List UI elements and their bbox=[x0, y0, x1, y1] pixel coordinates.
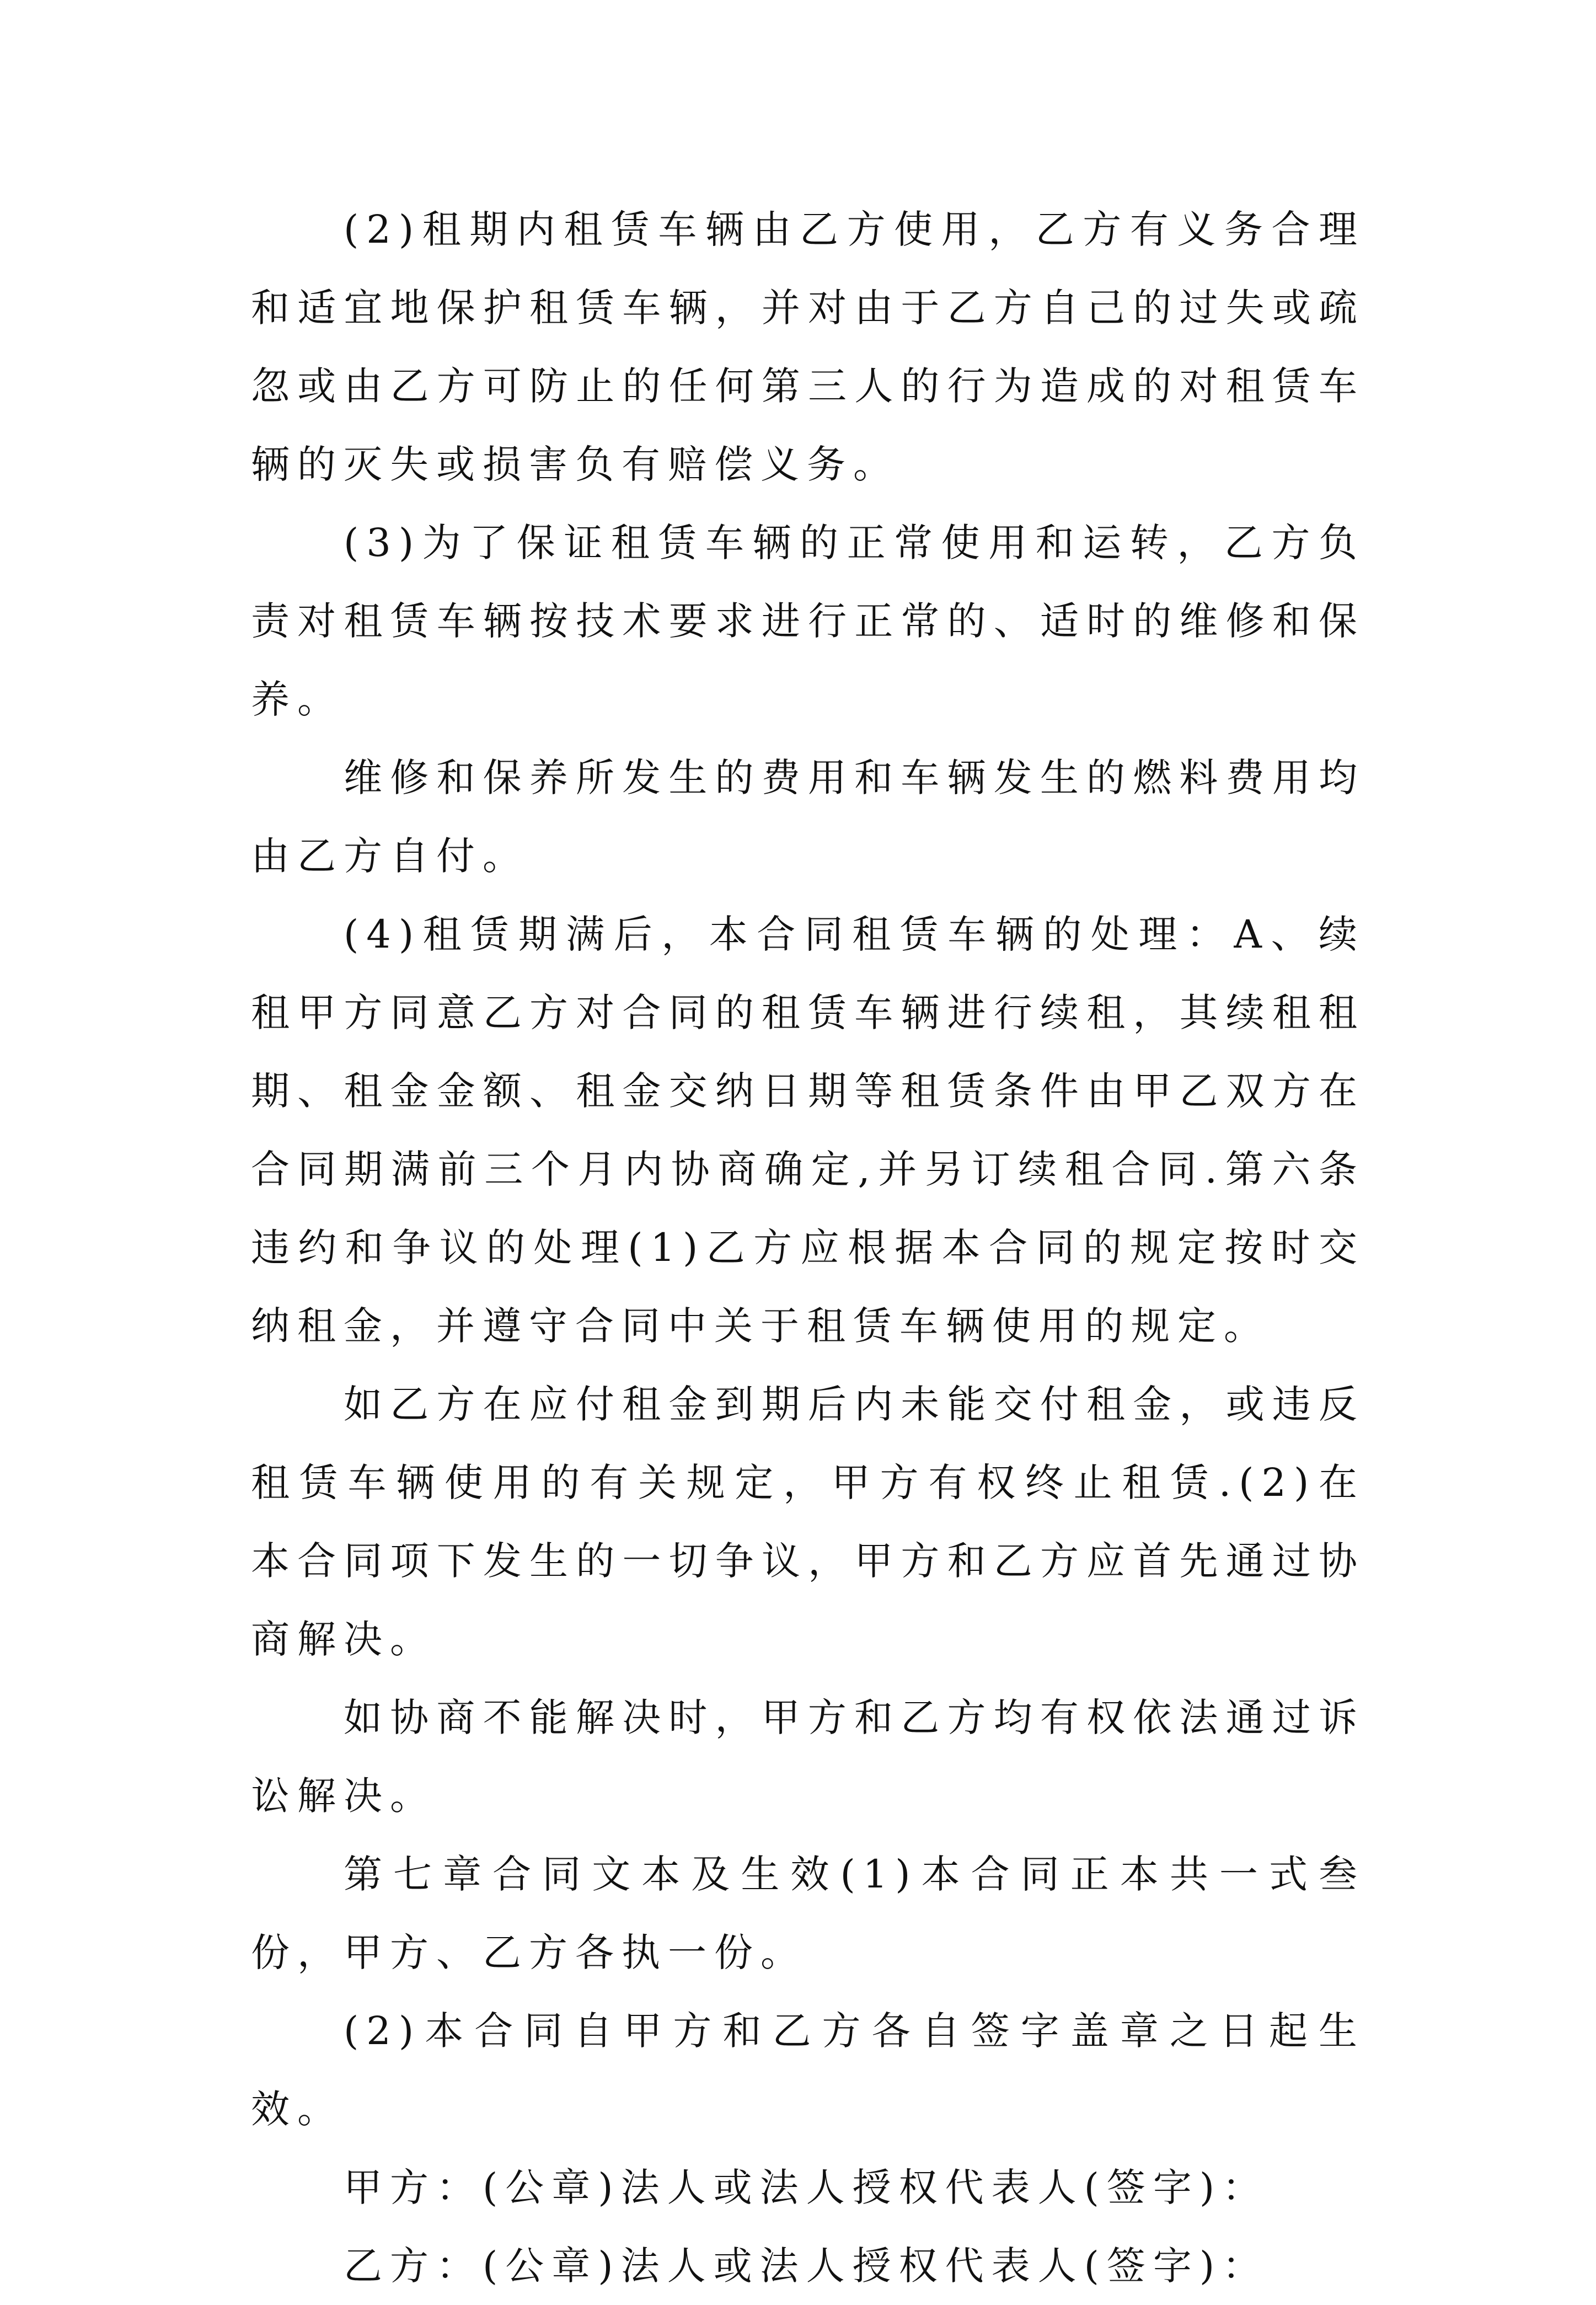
paragraph-dispute-litigation: 如协商不能解决时，甲方和乙方均有权依法通过诉讼解决。 bbox=[251, 1695, 1365, 1819]
signature-line-party-b: 乙方：(公章)法人或法人授权代表人(签字)： bbox=[344, 2243, 1269, 2288]
document-body bbox=[251, 190, 1365, 2305]
paragraph-breach-termination: 如乙方在应付租金到期后内未能交付租金，或违反租赁车辆使用的有关规定，甲方有权终止租赁.(2)在本合同项下发生的一切争议，甲方和乙方应首先通过协商解决。 bbox=[251, 1382, 1365, 1662]
paragraph-maintenance-costs: 维修和保养所发生的费用和车辆发生的燃料费用均由乙方自付。 bbox=[251, 755, 1365, 879]
signature-line-party-a: 甲方：(公章)法人或法人授权代表人(签字)： bbox=[344, 2165, 1269, 2210]
paragraph-contract-copies: 第七章合同文本及生效(1)本合同正本共一式叁份，甲方、乙方各执一份。 bbox=[251, 1852, 1365, 1975]
paragraph-lease-use-obligation: (2)租期内租赁车辆由乙方使用，乙方有义务合理和适宜地保护租赁车辆，并对由于乙方自己的过失或疏忽或由乙方可防止的任何第三人的行为造成的对租赁车辆的灭失或损害负有赔偿义务。 bbox=[251, 207, 1365, 487]
paragraph-lease-expiry: (4)租赁期满后，本合同租赁车辆的处理：A、续租甲方同意乙方对合同的租赁车辆进行续租，其续租租期、租金金额、租金交纳日期等租赁条件由甲乙双方在合同期满前三个月内协商确定,并另订续租合同.第六条违约和争议的处理(1)乙方应根据本合同的规定按时交纳租金，并遵守合同中关于租赁车辆使用的规定。 bbox=[251, 912, 1365, 1349]
paragraph-maintenance-responsibility: (3)为了保证租赁车辆的正常使用和运转，乙方负责对租赁车辆按技术要求进行正常的、适时的维修和保养。 bbox=[251, 520, 1365, 722]
paragraph-effective-date: (2)本合同自甲方和乙方各自签字盖章之日起生效。 bbox=[251, 2008, 1365, 2132]
